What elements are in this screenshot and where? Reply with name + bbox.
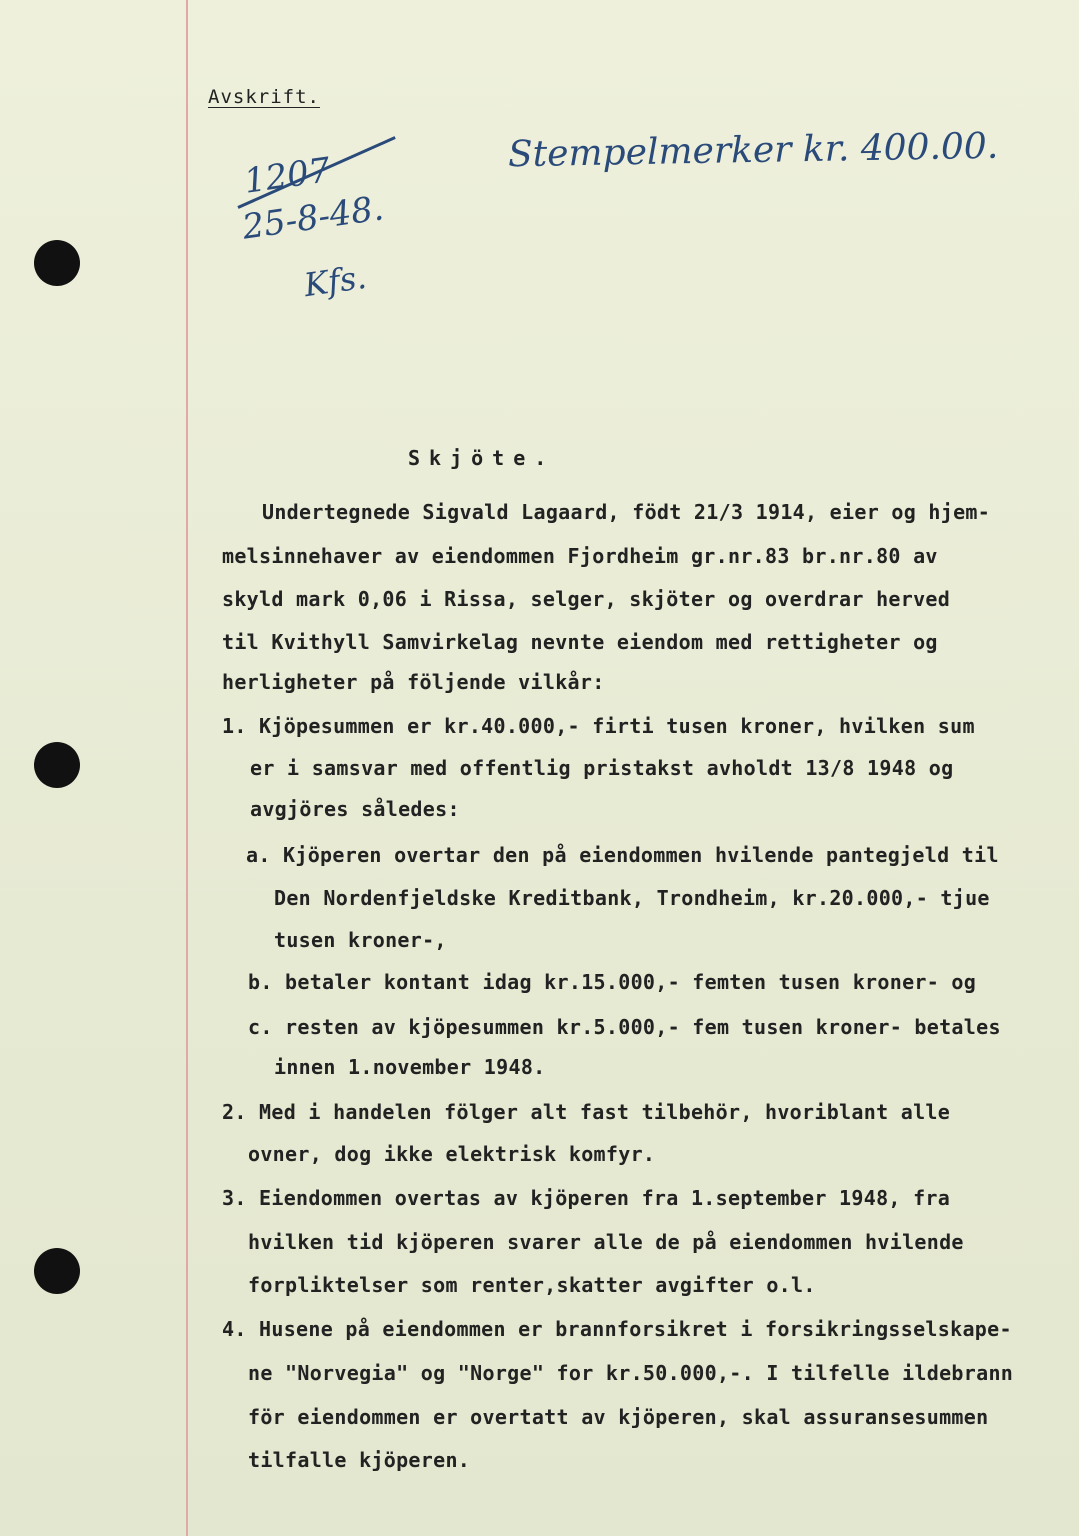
text-line: 2. Med i handelen fölger alt fast tilbehör, hvoriblant alle [222, 1100, 951, 1124]
punch-hole [34, 240, 80, 286]
text-line: för eiendommen er overtatt av kjöperen, skal assuransesummen [248, 1405, 989, 1429]
handwritten-date: 25-8-48. [239, 188, 387, 248]
text-line: Den Nordenfjeldske Kreditbank, Trondheim, kr.20.000,- tjue [274, 886, 990, 910]
text-line: tilfalle kjöperen. [248, 1448, 471, 1472]
text-line: avgjöres således: [250, 797, 460, 821]
text-line: til Kvithyll Samvirkelag nevnte eiendom med rettigheter og [222, 630, 938, 654]
text-line: 4. Husene på eiendommen er brannforsikret i forsikringsselskape- [222, 1317, 1012, 1341]
text-line: melsinnehaver av eiendommen Fjordheim gr.nr.83 br.nr.80 av [222, 544, 938, 568]
handwritten-number: 1207 [241, 150, 333, 202]
text-line: b. betaler kontant idag kr.15.000,- femten tusen kroner- og [248, 970, 977, 994]
text-line: Undertegnede Sigvald Lagaard, födt 21/3 1914, eier og hjem- [262, 500, 991, 524]
text-line: tusen kroner-, [274, 928, 447, 952]
text-line: hvilken tid kjöperen svarer alle de på eiendommen hvilende [248, 1230, 964, 1254]
margin-line [186, 0, 188, 1536]
handwritten-stempelmerker: Stempelmerker kr. 400.00. [507, 125, 999, 176]
avskrift-label: Avskrift. [208, 86, 320, 108]
document-title: Skjöte. [408, 446, 556, 470]
text-line: 3. Eiendommen overtas av kjöperen fra 1.september 1948, fra [222, 1186, 951, 1210]
text-line: ovner, dog ikke elektrisk komfyr. [248, 1142, 656, 1166]
text-line: skyld mark 0,06 i Rissa, selger, skjöter og overdrar herved [222, 587, 951, 611]
punch-hole [34, 1248, 80, 1294]
text-line: er i samsvar med offentlig pristakst avholdt 13/8 1948 og [250, 756, 954, 780]
text-line: c. resten av kjöpesummen kr.5.000,- fem tusen kroner- betales [248, 1015, 1001, 1039]
text-line: a. Kjöperen overtar den på eiendommen hvilende pantegjeld til [246, 843, 999, 867]
text-line: innen 1.november 1948. [274, 1055, 546, 1079]
handwritten-initials: Kfs. [301, 257, 369, 305]
text-line: herligheter på följende vilkår: [222, 670, 605, 694]
punch-hole [34, 742, 80, 788]
text-line: ne "Norvegia" og "Norge" for kr.50.000,-. I tilfelle ildebrann [248, 1361, 1014, 1385]
text-line: forpliktelser som renter,skatter avgifter o.l. [248, 1273, 816, 1297]
text-line: 1. Kjöpesummen er kr.40.000,- firti tusen kroner, hvilken sum [222, 714, 975, 738]
